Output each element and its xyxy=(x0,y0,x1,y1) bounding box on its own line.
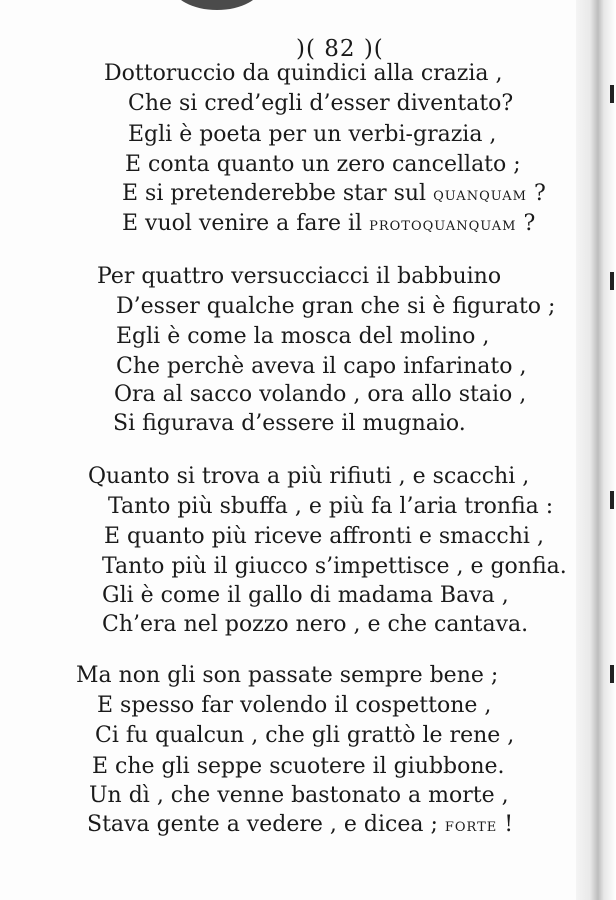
edge-mark xyxy=(610,272,614,290)
verse-line: Per quattro versucciacci il babbuino xyxy=(97,264,502,289)
edge-mark xyxy=(610,491,614,509)
verse-line: Tanto più il giucco s’impettisce , e gonfia. xyxy=(102,554,567,579)
page-number: )( 82 )( xyxy=(296,36,384,62)
verse-line: Un dì , che venne bastonato a morte , xyxy=(89,783,509,808)
edge-mark xyxy=(610,85,614,103)
verse-line: E quanto più riceve affronti e smacchi , xyxy=(104,524,544,549)
verse-line: Ch’era nel pozzo nero , e che cantava. xyxy=(102,612,529,637)
verse-line: Quanto si trova a più rifiuti , e scacchi , xyxy=(88,464,530,489)
verse-line: Ma non gli son passate sempre bene ; xyxy=(76,663,499,688)
verse-line: Dottoruccio da quindici alla crazia , xyxy=(104,61,503,86)
verse-line: Ora al sacco volando , ora allo staio , xyxy=(114,382,527,407)
verse-line: Ci fu qualcun , che gli grattò le rene , xyxy=(95,723,515,748)
verse-line: Stava gente a vedere , e dicea ; forte ! xyxy=(87,812,514,837)
verse-line: Egli è come la mosca del molino , xyxy=(116,324,490,349)
small-caps-word: forte xyxy=(444,815,498,836)
verse-line: Si figurava d’essere il mugnaio. xyxy=(113,411,466,436)
verse-line: Che perchè aveva il capo infarinato , xyxy=(116,354,527,379)
verse-line: E spesso far volendo il cospettone , xyxy=(97,693,492,718)
verse-line: Tanto più sbuffa , e più fa l’aria tronfia : xyxy=(108,494,554,519)
verse-line: Gli è come il gallo di madama Bava , xyxy=(102,583,509,608)
verse-line: E si pretenderebbe star sul quanquam ? xyxy=(122,181,546,206)
verse-line: E vuol venire a fare il protoquanquam ? xyxy=(122,211,536,236)
small-caps-word: protoquanquam xyxy=(369,214,517,235)
verse-line: Che si cred’egli d’esser diventato? xyxy=(128,91,514,116)
page-edge-shadow xyxy=(576,0,616,900)
verse-line: D’esser qualche gran che si è figurato ; xyxy=(116,294,556,319)
verse-line: E conta quanto un zero cancellato ; xyxy=(125,152,521,177)
verse-line: Egli è poeta per un verbi-grazia , xyxy=(128,122,497,147)
ink-blot-decoration xyxy=(172,0,262,10)
edge-mark xyxy=(610,665,614,683)
small-caps-word: quanquam xyxy=(433,184,527,205)
verse-line: E che gli seppe scuotere il giubbone. xyxy=(92,754,505,779)
